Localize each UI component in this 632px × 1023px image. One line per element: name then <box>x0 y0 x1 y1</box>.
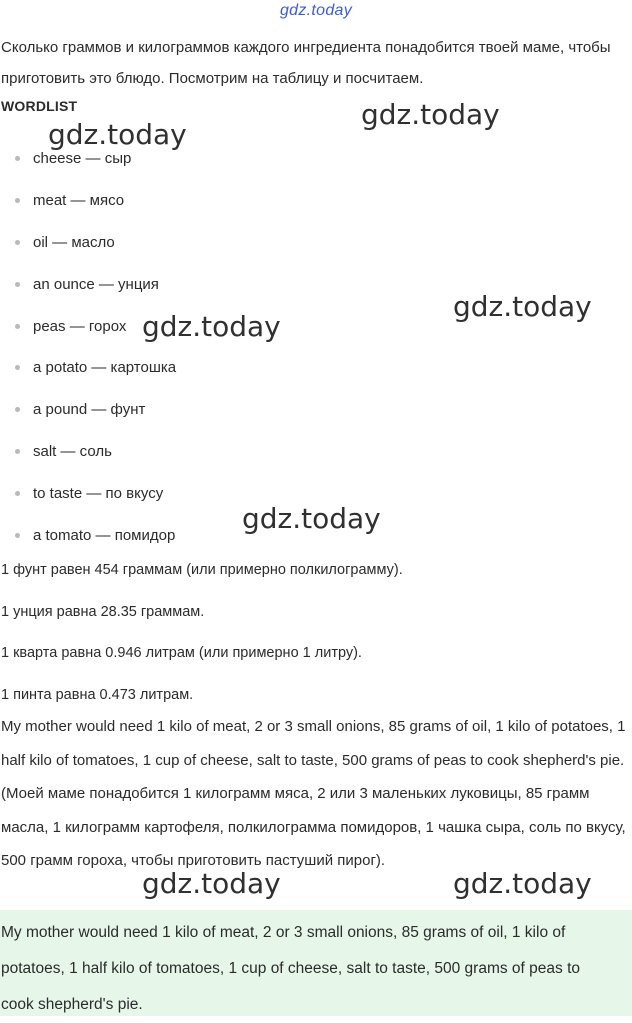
list-item <box>0 138 176 180</box>
list-item-text: a tomato — помидор <box>33 526 176 544</box>
fact-pound: 1 фунт равен 454 граммам (или примерно полкилограмму). <box>1 562 403 578</box>
list-item <box>0 180 176 222</box>
fact-pint: 1 пинта равна 0.473 литрам. <box>1 686 194 703</box>
list-item-text: meat — мясо <box>33 192 125 210</box>
list-item-text: salt — соль <box>33 442 112 460</box>
list-item-text: cheese — сыр <box>33 150 132 168</box>
header-watermark-link[interactable]: gdz.today <box>279 2 353 19</box>
bullet-icon <box>15 407 20 412</box>
wordlist-heading: WORDLIST <box>1 98 78 114</box>
list-item-text: a pound — фунт <box>33 401 146 419</box>
list-item-text: oil — масло <box>33 233 115 251</box>
list-item <box>0 263 176 305</box>
watermark-text: gdz.today <box>242 502 381 535</box>
list-item-text: peas — горох <box>33 317 127 335</box>
fact-quart: 1 кварта равна 0.946 литрам (или примерно 1 литру). <box>1 645 362 661</box>
bullet-icon <box>15 491 20 496</box>
watermark-text: gdz.today <box>142 310 281 343</box>
watermark-text: gdz.today <box>48 118 187 151</box>
list-item <box>0 305 176 347</box>
list-item <box>0 389 176 431</box>
list-item <box>0 347 176 389</box>
list-item-text: a potato — картошка <box>33 359 177 377</box>
list-item <box>0 431 176 473</box>
bullet-icon <box>15 365 20 370</box>
list-item-text: an ounce — унция <box>33 275 159 293</box>
bullet-icon <box>15 533 20 538</box>
fact-ounce: 1 унция равна 28.35 граммам. <box>1 603 205 620</box>
conversion-facts <box>1 550 403 716</box>
word-list <box>0 138 176 556</box>
answer-highlight-text: My mother would need 1 kilo of meat, 2 or 3 small onions, 85 grams of oil, 1 kilo of potatoes, 1 half kilo of tomatoes, 1 cup of cheese, salt to taste, 500 grams of peas to cook shepherd's pie. <box>1 924 581 1013</box>
watermark-text: gdz.today <box>142 867 281 900</box>
watermark-text: gdz.today <box>361 98 500 131</box>
list-item <box>0 472 176 514</box>
intro-text: Сколько граммов и килограммов каждого ингредиента понадобится твоей маме, чтобы приготовить это блюдо. Посмотрим на таблицу и посчитаем. <box>1 39 611 87</box>
bullet-icon <box>15 282 20 287</box>
answer-highlight-box <box>0 910 632 1016</box>
bullet-icon <box>15 449 20 454</box>
bullet-icon <box>15 324 20 329</box>
watermark-text: gdz.today <box>453 867 592 900</box>
answer-paragraph: My mother would need 1 kilo of meat, 2 or 3 small onions, 85 grams of oil, 1 kilo of potatoes, 1 half kilo of tomatoes, 1 cup of cheese, salt to taste, 500 grams of peas to cook shepherd's pie. (Моей маме понадобится 1 килограмм мяса, 2 или 3 маленьких луковицы, 85 грамм масла, 1 килограмм картофеля, полкилограмма помидоров, 1 чашка сыра, соль по вкусу, 500 грамм гороха, чтобы приготовить пастуший пирог). <box>1 718 626 869</box>
bullet-icon <box>15 240 20 245</box>
watermark-text: gdz.today <box>453 290 592 323</box>
bullet-icon <box>15 156 20 161</box>
list-item <box>0 222 176 264</box>
list-item-text: to taste — по вкусу <box>33 484 164 502</box>
bullet-icon <box>15 198 20 203</box>
